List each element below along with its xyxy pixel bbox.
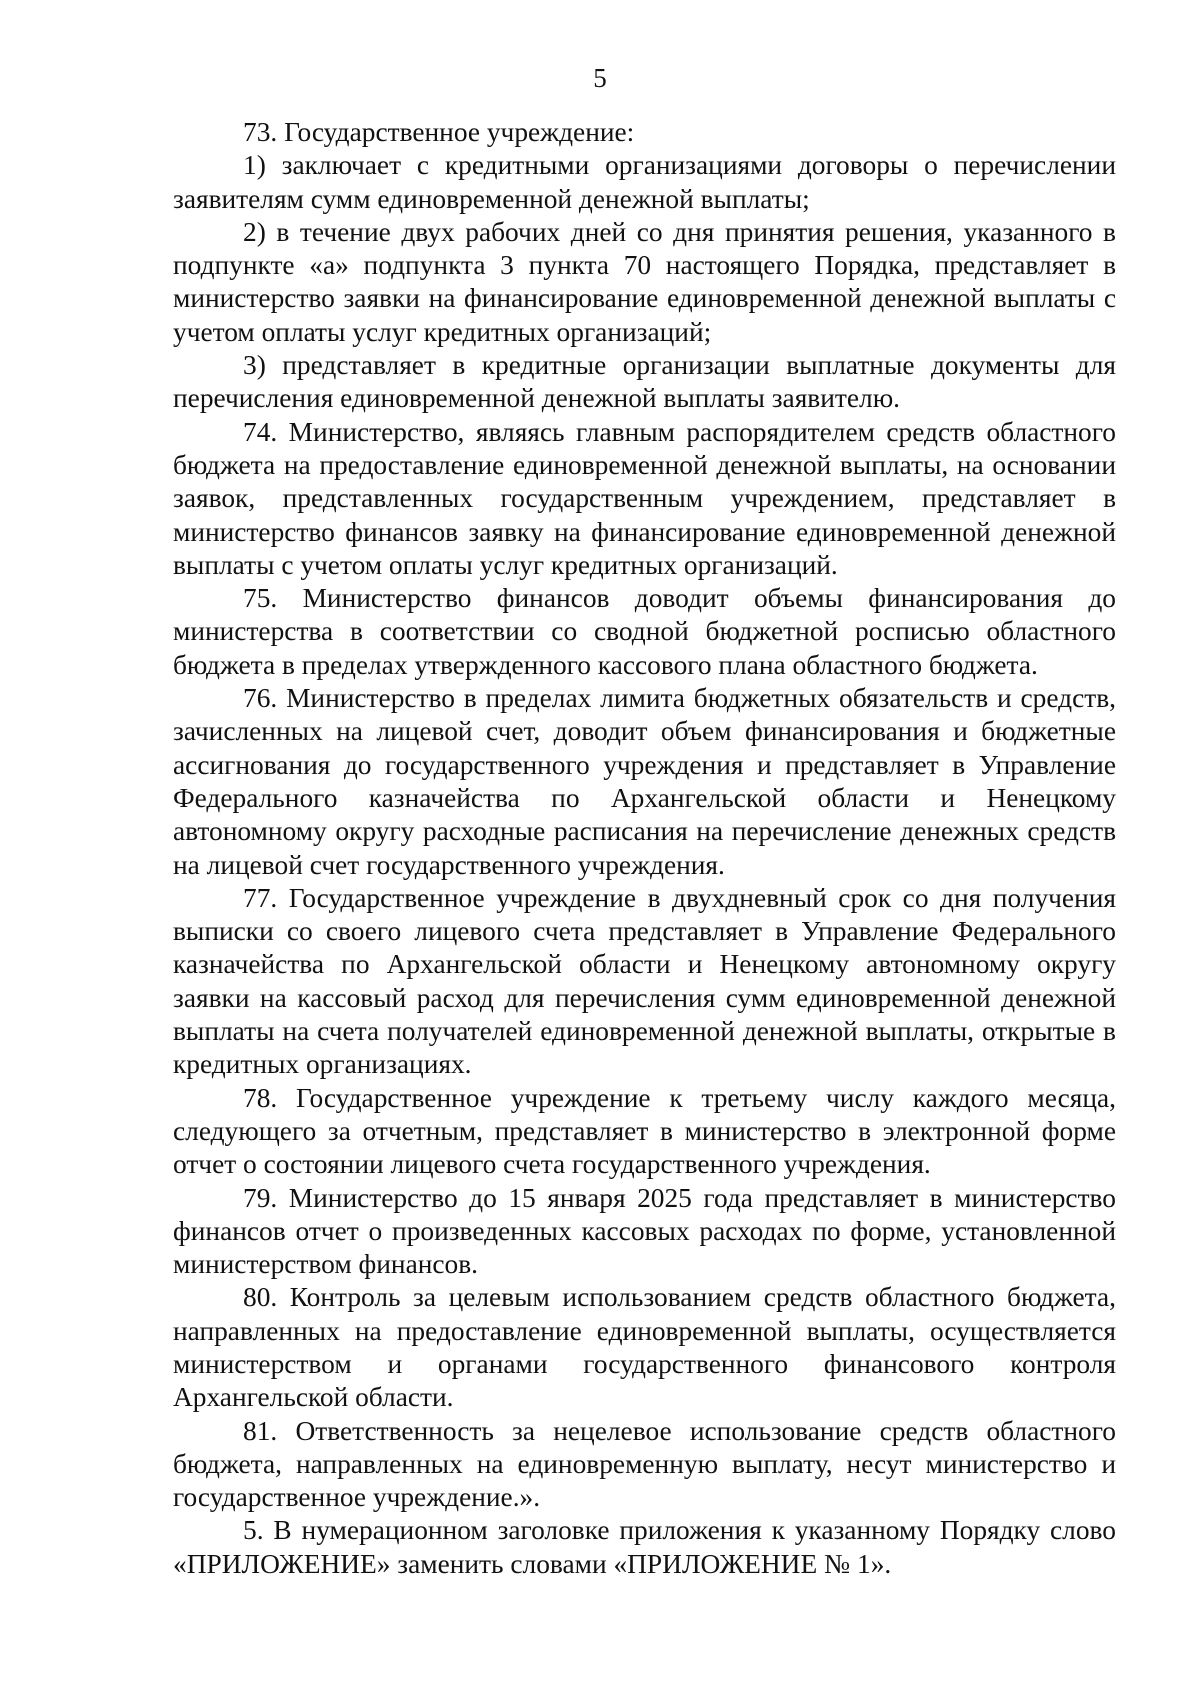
paragraph-73-item-3: 3) представляет в кредитные организации выплатные документы для перечисления единовременной денежной выплаты заявителю. xyxy=(173,350,1116,414)
paragraph-80: 80. Контроль за целевым использованием средств областного бюджета, направленных на предоставление единовременной выплаты, осуществляется министерством и органами государственного финансового контроля Архангельской области. xyxy=(173,1282,1116,1413)
paragraph-76: 76. Министерство в пределах лимита бюджетных обязательств и средств, зачисленных на лицевой счет, доводит объем финансирования и бюджетные ассигнования до государственного учреждения и представляет в Управление Федерального казначейства по Архангельской области и Ненецкому автономному округу расходные расписания на перечисление денежных средств на лицевой счет государственного учреждения. xyxy=(173,683,1116,880)
paragraph-73-item-2: 2) в течение двух рабочих дней со дня принятия решения, указанного в подпункте «а» подпункта 3 пункта 70 настоящего Порядка, представляет в министерство заявки на финансирование единовременной денежной выплаты с учетом оплаты услуг кредитных организаций; xyxy=(173,216,1116,347)
paragraph-5: 5. В нумерационном заголовке приложения к указанному Порядку слово «ПРИЛОЖЕНИЕ» заменить словами «ПРИЛОЖЕНИЕ № 1». xyxy=(173,1515,1116,1579)
document-body xyxy=(173,116,1116,1581)
paragraph-79: 79. Министерство до 15 января 2025 года представляет в министерство финансов отчет о произведенных кассовых расходах по форме, установленной министерством финансов. xyxy=(173,1182,1116,1280)
paragraph-74: 74. Министерство, являясь главным распорядителем средств областного бюджета на предоставление единовременной денежной выплаты, на основании заявок, представленных государственным учреждением, представляет в министерство финансов заявку на финансирование единовременной денежной выплаты с учетом оплаты услуг кредитных организаций. xyxy=(173,416,1116,580)
paragraph-77: 77. Государственное учреждение в двухдневный срок со дня получения выписки со своего лицевого счета представляет в Управление Федерального казначейства по Архангельской области и Ненецкому автономному округу заявки на кассовый расход для перечисления сумм единовременной денежной выплаты на счета получателей единовременной денежной выплаты, открытые в кредитных организациях. xyxy=(173,882,1116,1080)
page-number: 5 xyxy=(593,63,607,93)
paragraph-73: 73. Государственное учреждение: xyxy=(243,117,635,147)
paragraph-81: 81. Ответственность за нецелевое использование средств областного бюджета, направленных на единовременную выплату, несут министерство и государственное учреждение.». xyxy=(173,1415,1116,1513)
paragraph-73-item-1: 1) заключает с кредитными организациями договоры о перечислении заявителям сумм единовременной денежной выплаты; xyxy=(173,150,1116,214)
paragraph-78: 78. Государственное учреждение к третьему числу каждого месяца, следующего за отчетным, представляет в министерство в электронной форме отчет о состоянии лицевого счета государственного учреждения. xyxy=(173,1082,1116,1180)
paragraph-75: 75. Министерство финансов доводит объемы финансирования до министерства в соответствии со сводной бюджетной росписью областного бюджета в пределах утвержденного кассового плана областного бюджета. xyxy=(173,583,1116,680)
